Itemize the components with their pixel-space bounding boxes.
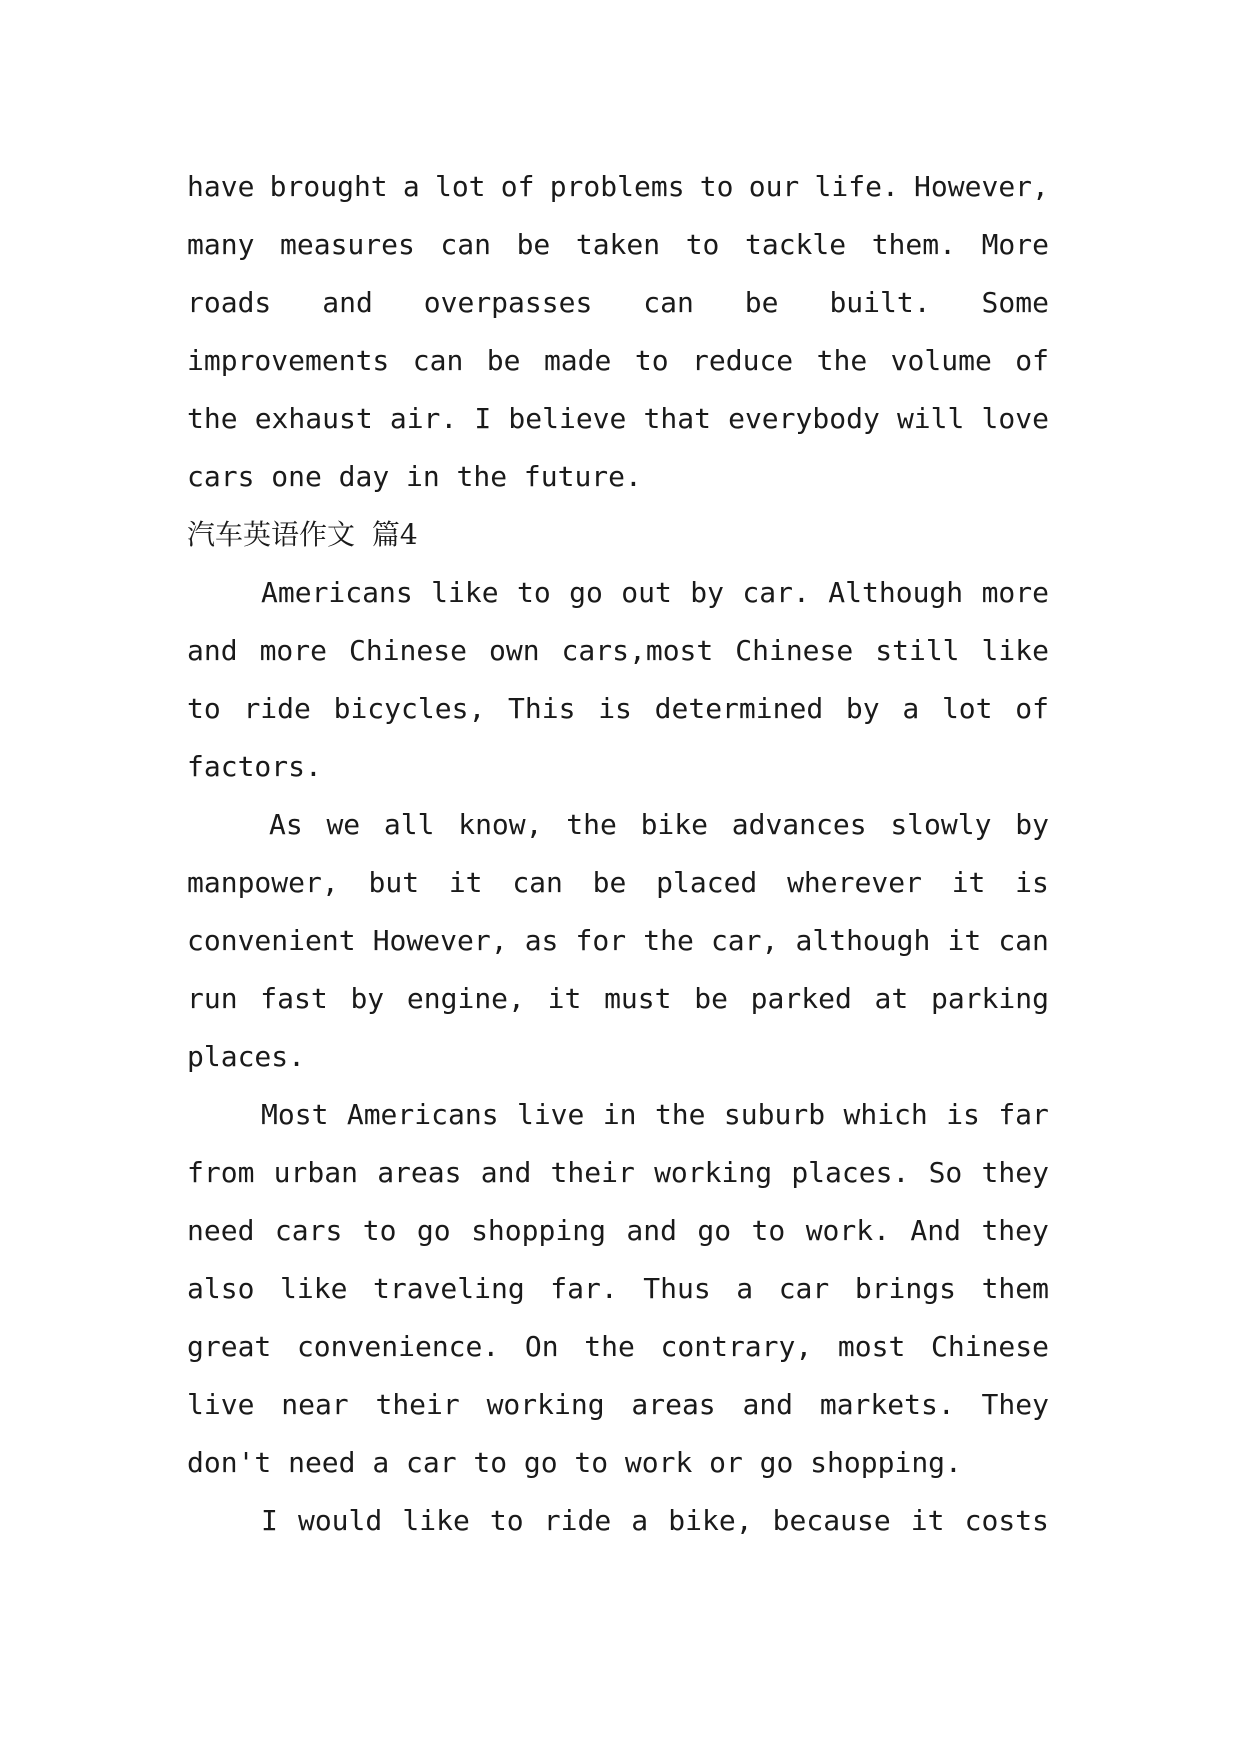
- word: must: [604, 982, 672, 1015]
- text-line: [187, 390, 1049, 448]
- word: go: [697, 1214, 732, 1247]
- word: to: [634, 344, 669, 377]
- word: traveling: [373, 1272, 525, 1305]
- word: a: [736, 1272, 754, 1305]
- word: contrary,: [660, 1330, 813, 1363]
- word: day: [338, 460, 390, 493]
- word: to: [685, 228, 720, 261]
- word: Some: [981, 286, 1049, 319]
- text-line: [187, 912, 1049, 970]
- word: as: [524, 924, 559, 957]
- word: life.: [814, 170, 899, 203]
- word: Chinese: [348, 634, 467, 667]
- word: working: [486, 1388, 605, 1421]
- word: by: [690, 576, 724, 609]
- word: suburb: [723, 1098, 826, 1131]
- text-line: [187, 332, 1049, 390]
- word: it: [448, 866, 483, 899]
- word: convenient: [187, 924, 356, 957]
- word: They: [981, 1388, 1049, 1421]
- word: car: [405, 1446, 457, 1479]
- word: 篇4: [371, 518, 418, 551]
- word: factors.: [187, 750, 322, 783]
- word: However,: [372, 924, 508, 957]
- word: go: [759, 1446, 794, 1479]
- word: can: [512, 866, 563, 899]
- word: manpower,: [187, 866, 339, 899]
- document-body: [187, 158, 1049, 1550]
- word: costs: [964, 1504, 1049, 1537]
- word: can: [440, 228, 491, 261]
- word: like: [431, 576, 499, 609]
- word: taken: [575, 228, 661, 261]
- word: like: [981, 634, 1049, 667]
- word: Thus: [643, 1272, 711, 1305]
- word: to: [751, 1214, 786, 1247]
- word: great: [187, 1330, 272, 1363]
- paragraph: [187, 796, 1049, 1086]
- text-line: [187, 738, 1049, 796]
- word: work.: [805, 1214, 890, 1247]
- word: convenience.: [296, 1330, 500, 1363]
- word: go: [523, 1446, 558, 1479]
- word: tackle: [744, 228, 847, 261]
- word: or: [709, 1446, 743, 1479]
- text-line: [187, 448, 1049, 506]
- word: the: [566, 808, 617, 841]
- word: the: [654, 1098, 706, 1131]
- word: Chinese: [930, 1330, 1049, 1363]
- word: to: [517, 576, 551, 609]
- word: of: [500, 170, 535, 203]
- word: cars: [187, 460, 255, 493]
- word: by: [1015, 808, 1049, 841]
- section-heading: [187, 506, 1049, 564]
- word: their: [375, 1388, 460, 1421]
- word: be: [744, 286, 779, 319]
- word: places.: [791, 1156, 910, 1189]
- text-line: [187, 1260, 1049, 1318]
- word: our: [748, 170, 800, 203]
- word: all: [383, 808, 435, 841]
- word: car,: [710, 924, 779, 957]
- word: to: [187, 692, 221, 725]
- text-line: [187, 1492, 1049, 1550]
- text-line: [187, 158, 1049, 216]
- word: brings: [854, 1272, 956, 1305]
- text-line: [187, 1318, 1049, 1376]
- word: On: [524, 1330, 559, 1363]
- paragraph: [187, 1086, 1049, 1492]
- word: cars,most: [561, 634, 714, 667]
- word: to: [362, 1214, 397, 1247]
- word: is: [946, 1098, 980, 1131]
- word: areas: [631, 1388, 716, 1421]
- word: More: [981, 228, 1049, 261]
- word: Americans: [261, 576, 413, 609]
- word: bicycles,: [333, 692, 486, 725]
- text-line: [187, 622, 1049, 680]
- word: their: [550, 1156, 635, 1189]
- word: to: [473, 1446, 508, 1479]
- word: fast: [260, 982, 328, 1015]
- word: slowly: [890, 808, 992, 841]
- word: be: [592, 866, 627, 899]
- word: cars: [274, 1214, 343, 1247]
- word: placed: [656, 866, 758, 899]
- word: be: [694, 982, 728, 1015]
- word: wherever: [787, 866, 922, 899]
- word: bike: [640, 808, 708, 841]
- word: of: [1015, 344, 1049, 377]
- word: love: [981, 402, 1049, 435]
- word: Most: [261, 1098, 329, 1131]
- word: like: [280, 1272, 348, 1305]
- word: a: [902, 692, 920, 725]
- word: a: [631, 1504, 649, 1537]
- text-line: [187, 274, 1049, 332]
- paragraph: [187, 1492, 1049, 1550]
- word: it: [910, 1504, 945, 1537]
- word: problems: [549, 170, 685, 203]
- word: more: [259, 634, 327, 667]
- word: by: [350, 982, 385, 1015]
- word: in: [405, 460, 440, 493]
- word: Although: [828, 576, 964, 609]
- word: determined: [654, 692, 824, 725]
- word: out: [621, 576, 672, 609]
- word: a: [372, 1446, 390, 1479]
- text-line: [187, 1434, 1049, 1492]
- word: the: [816, 344, 868, 377]
- word: parked: [750, 982, 852, 1015]
- word: the: [643, 924, 694, 957]
- word: at: [874, 982, 909, 1015]
- word: run: [187, 982, 238, 1015]
- word: because: [772, 1504, 891, 1537]
- word: it: [947, 924, 982, 957]
- word: and: [187, 634, 238, 667]
- word: brought: [269, 170, 388, 203]
- word: them.: [871, 228, 956, 261]
- text-line: [187, 1144, 1049, 1202]
- text-line: [187, 970, 1049, 1028]
- text-line: [187, 506, 1049, 564]
- word: it: [547, 982, 582, 1015]
- word: need: [187, 1214, 255, 1247]
- word: that: [643, 402, 711, 435]
- word: a: [402, 170, 420, 203]
- word: shopping: [471, 1214, 606, 1247]
- word: However,: [914, 170, 1049, 203]
- word: to: [489, 1504, 524, 1537]
- word: the: [187, 402, 238, 435]
- word: 汽车英语作文: [187, 518, 356, 551]
- word: it: [951, 866, 986, 899]
- word: I: [261, 1504, 278, 1537]
- text-line: [187, 1086, 1049, 1144]
- word: would: [297, 1504, 383, 1537]
- word: we: [326, 808, 361, 841]
- word: lot: [434, 170, 486, 203]
- word: shopping.: [810, 1446, 962, 1479]
- text-line: [187, 1202, 1049, 1260]
- word: can: [643, 286, 694, 319]
- word: many: [187, 228, 255, 261]
- word: improvements: [187, 344, 390, 377]
- word: one: [271, 460, 322, 493]
- word: areas: [377, 1156, 462, 1189]
- word: As: [269, 808, 303, 841]
- word: which: [843, 1098, 928, 1131]
- word: but: [368, 866, 420, 899]
- word: them: [981, 1272, 1049, 1305]
- text-line: [187, 1376, 1049, 1434]
- word: still: [875, 634, 960, 667]
- word: So: [928, 1156, 963, 1189]
- word: everybody: [728, 402, 880, 435]
- word: parking: [930, 982, 1049, 1015]
- word: be: [486, 344, 521, 377]
- word: future.: [523, 460, 642, 493]
- paragraph: [187, 158, 1049, 506]
- word: live: [187, 1388, 255, 1421]
- word: like: [402, 1504, 470, 1537]
- paragraph: [187, 564, 1049, 796]
- word: Chinese: [735, 634, 854, 667]
- text-line: [187, 1028, 1049, 1086]
- word: to: [574, 1446, 609, 1479]
- word: air.: [389, 402, 458, 435]
- word: and: [626, 1214, 677, 1247]
- word: ride: [543, 1504, 612, 1537]
- word: places.: [187, 1040, 306, 1073]
- word: the: [584, 1330, 635, 1363]
- word: know,: [458, 808, 543, 841]
- word: car.: [742, 576, 810, 609]
- text-line: [187, 854, 1049, 912]
- word: of: [1015, 692, 1049, 725]
- text-line: [187, 680, 1049, 738]
- word: own: [488, 634, 540, 667]
- word: advances: [731, 808, 867, 841]
- word: also: [187, 1272, 255, 1305]
- word: go: [416, 1214, 451, 1247]
- word: lot: [941, 692, 993, 725]
- word: made: [543, 344, 612, 377]
- word: most: [837, 1330, 906, 1363]
- word: ride: [243, 692, 311, 725]
- word: far.: [550, 1272, 618, 1305]
- word: built.: [829, 286, 931, 319]
- word: more: [981, 576, 1049, 609]
- word: overpasses: [423, 286, 593, 319]
- word: in: [602, 1098, 637, 1131]
- word: can: [998, 924, 1049, 957]
- word: although: [795, 924, 931, 957]
- word: working: [654, 1156, 773, 1189]
- word: need: [288, 1446, 356, 1479]
- text-line: [187, 796, 1049, 854]
- word: I: [474, 402, 492, 435]
- word: be: [516, 228, 551, 261]
- word: from: [187, 1156, 255, 1189]
- word: and: [480, 1156, 532, 1189]
- word: they: [981, 1156, 1049, 1189]
- word: don't: [187, 1446, 272, 1479]
- word: by: [845, 692, 880, 725]
- word: measures: [280, 228, 415, 261]
- text-line: [187, 564, 1049, 622]
- text-line: [187, 216, 1049, 274]
- word: car: [778, 1272, 830, 1305]
- word: This: [508, 692, 576, 725]
- word: and: [322, 286, 373, 319]
- word: far: [998, 1098, 1049, 1131]
- word: urban: [273, 1156, 358, 1189]
- word: is: [1015, 866, 1049, 899]
- word: they: [981, 1214, 1049, 1247]
- word: Americans: [346, 1098, 499, 1131]
- word: work: [624, 1446, 693, 1479]
- word: go: [569, 576, 603, 609]
- word: engine,: [406, 982, 525, 1015]
- word: have: [187, 170, 255, 203]
- word: can: [412, 344, 464, 377]
- word: And: [910, 1214, 961, 1247]
- word: exhaust: [254, 402, 373, 435]
- word: the: [456, 460, 508, 493]
- word: believe: [508, 402, 627, 435]
- word: to: [699, 170, 734, 203]
- word: will: [896, 402, 965, 435]
- word: for: [575, 924, 627, 957]
- word: near: [281, 1388, 349, 1421]
- word: reduce: [692, 344, 794, 377]
- word: volume: [890, 344, 992, 377]
- word: live: [516, 1098, 585, 1131]
- word: roads: [187, 286, 272, 319]
- word: bike,: [668, 1504, 753, 1537]
- word: markets.: [819, 1388, 955, 1421]
- word: is: [598, 692, 632, 725]
- word: and: [742, 1388, 794, 1421]
